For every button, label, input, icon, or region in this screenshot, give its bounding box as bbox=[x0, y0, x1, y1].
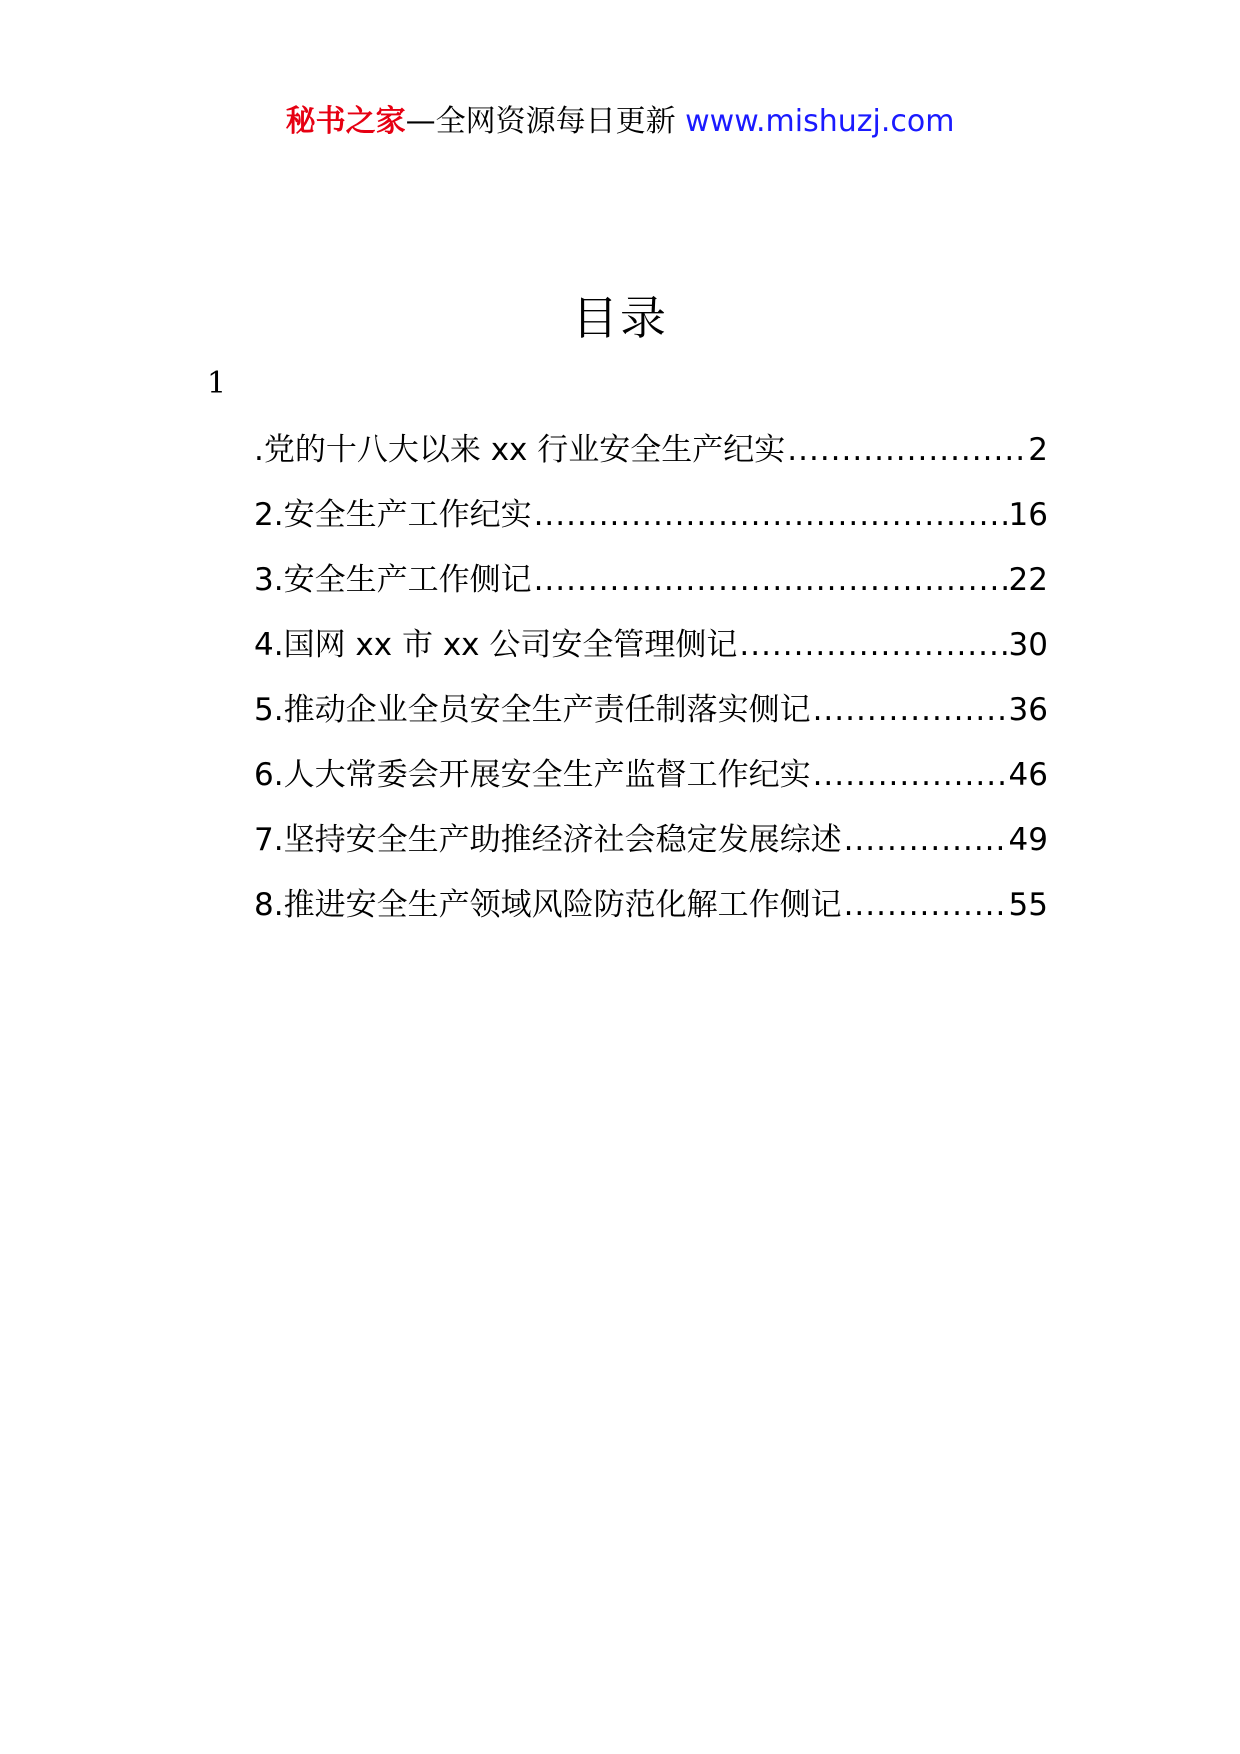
toc-entry-page: 2 bbox=[1028, 432, 1048, 468]
site-tagline: —全网资源每日更新 bbox=[405, 104, 676, 139]
toc-dot-leader bbox=[813, 688, 1007, 732]
toc-entry[interactable] bbox=[254, 883, 1048, 948]
toc-dot-leader bbox=[739, 623, 1006, 667]
toc-entry-page: 22 bbox=[1008, 562, 1048, 598]
toc-title: 目录 bbox=[572, 291, 668, 345]
toc-dot-leader bbox=[844, 883, 1007, 927]
table-of-contents bbox=[254, 428, 1048, 948]
toc-entry-title: 7.坚持安全生产助推经济社会稳定发展综述 bbox=[254, 822, 842, 858]
toc-entry-page: 46 bbox=[1008, 757, 1048, 793]
toc-entry-title: 3.安全生产工作侧记 bbox=[254, 562, 532, 598]
toc-entry[interactable] bbox=[254, 493, 1048, 558]
toc-entry-title: 4.国网 xx 市 xx 公司安全管理侧记 bbox=[254, 627, 738, 663]
toc-entry[interactable] bbox=[254, 688, 1048, 753]
toc-entry-title: 8.推进安全生产领域风险防范化解工作侧记 bbox=[254, 887, 842, 923]
toc-dot-leader bbox=[534, 558, 1007, 602]
toc-entry[interactable] bbox=[254, 428, 1048, 493]
toc-entry-title: 6.人大常委会开展安全生产监督工作纪实 bbox=[254, 757, 811, 793]
toc-entry-page: 36 bbox=[1008, 692, 1048, 728]
site-name: 秘书之家 bbox=[285, 104, 406, 139]
toc-entry[interactable] bbox=[254, 623, 1048, 688]
toc-entry-page: 55 bbox=[1008, 887, 1048, 923]
toc-entry-title: 5.推动企业全员安全生产责任制落实侧记 bbox=[254, 692, 811, 728]
toc-entry-page: 49 bbox=[1008, 822, 1048, 858]
toc-entry[interactable] bbox=[254, 818, 1048, 883]
toc-entry-title: 2.安全生产工作纪实 bbox=[254, 497, 532, 533]
toc-dot-leader bbox=[844, 818, 1007, 862]
stray-page-number: 1 bbox=[207, 366, 227, 401]
toc-entry[interactable] bbox=[254, 558, 1048, 623]
toc-dot-leader bbox=[534, 493, 1007, 537]
page-header bbox=[0, 100, 1240, 144]
toc-entry-page: 30 bbox=[1008, 627, 1048, 663]
site-url-link[interactable]: www.mishuzj.com bbox=[685, 104, 955, 139]
toc-dot-leader bbox=[813, 753, 1007, 797]
toc-dot-leader bbox=[787, 428, 1026, 472]
toc-entry[interactable] bbox=[254, 753, 1048, 818]
toc-entry-title: .党的十八大以来 xx 行业安全生产纪实 bbox=[254, 432, 786, 468]
toc-entry-page: 16 bbox=[1008, 497, 1048, 533]
